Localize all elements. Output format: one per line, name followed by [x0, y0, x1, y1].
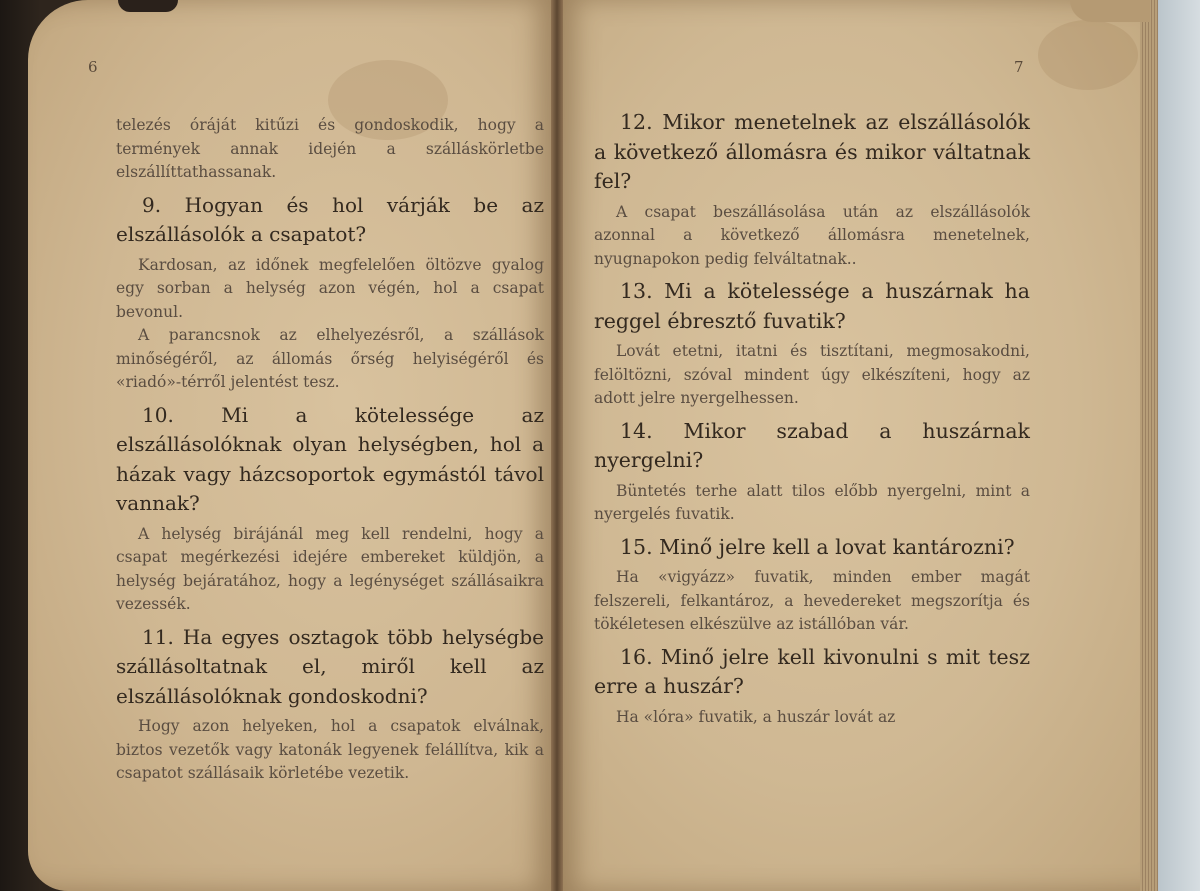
question-text: Minő jelre kell a lovat kantározni?: [659, 534, 1015, 559]
question-12: [594, 108, 1030, 197]
question-9: [116, 191, 544, 250]
answer-12: A csapat beszállásolása után az elszállásolók azonnal a következő állomásra menetelnek, nyugnapokon pedig felváltatnak..: [594, 202, 1030, 268]
answer-15: Ha «vigyázz» fuvatik, minden ember magát felszereli, felkantároz, a hevedereket megszorítja és tökéletesen elkészülve az istállóban vár.: [594, 568, 1030, 633]
question-text: Mi a kötelessége a huszárnak ha reggel ébresztő fuvatik?: [594, 279, 1030, 333]
question-text: Minő jelre kell kivonulni s mit tesz erre a huszár?: [594, 644, 1030, 698]
question-number: 14.: [620, 418, 653, 443]
answer-9b: A parancsnok az elhelyezésről, a szállások minőségéről, az állomás őrség helyiségéről és «riadó»-térről jelentést tesz.: [116, 326, 544, 391]
question-text: Mi a kötelessége az elszállásolóknak olyan helységben, hol a házak vagy házcsoportok egymástól távol vannak?: [116, 402, 544, 515]
question-number: 12.: [620, 110, 653, 134]
question-text: Mikor menetelnek az elszállásolók a következő állomásra és mikor váltatnak fel?: [594, 110, 1030, 193]
torn-corner: [1070, 0, 1150, 22]
question-number: 15.: [620, 534, 653, 559]
question-number: 13.: [620, 279, 653, 303]
question-number: 11.: [142, 624, 174, 649]
question-13: [594, 277, 1030, 336]
answer-13: Lovát etetni, itatni és tisztítani, megmosakodni, felöltözni, szóval mindent úgy elkészíteni, hogy az adott jelre nyergelhessen.: [594, 342, 1030, 407]
answer-11: Hogy azon helyeken, hol a csapatok elválnak, biztos vezetők vagy katonák legyenek felállítva, kik a csapatot szállásaik körletébe vezetik.: [116, 717, 544, 782]
stain: [1038, 20, 1138, 90]
answer-10: A helység birájánál meg kell rendelni, hogy a csapat megérkezési idejére embereket küldjön, a helység bejáratához, hogy a legénységet szállásaikra vezessék.: [116, 524, 544, 613]
question-16: [594, 643, 1030, 702]
left-text-column: [116, 114, 544, 786]
question-number: 9.: [142, 192, 162, 217]
answer-14: Büntetés terhe alatt tilos előbb nyergelni, mint a nyergelés fuvatik.: [594, 481, 1030, 523]
right-text-column: [594, 102, 1030, 729]
question-15: [594, 533, 1030, 563]
answer-16: Ha «lóra» fuvatik, a huszár lovát az: [616, 707, 896, 726]
question-text: Hogyan és hol várják be az elszállásolók a csapatot?: [116, 192, 544, 246]
question-number: 10.: [142, 402, 174, 427]
page-number-right: 7: [1014, 58, 1024, 76]
torn-corner: [118, 0, 178, 12]
book-gutter: [551, 0, 563, 891]
question-number: 16.: [620, 644, 653, 669]
page-number-left: 6: [88, 58, 98, 76]
question-11: [116, 623, 544, 712]
question-text: Ha egyes osztagok több helységbe szállásoltatnak el, miről kell az elszállásolóknak gondoskodni?: [116, 624, 544, 708]
question-14: [594, 417, 1030, 476]
continued-paragraph: telezés óráját kitűzi és gondoskodik, hogy a termények annak idején a szálláskörletbe elszállíttathassanak.: [116, 116, 544, 181]
question-10: [116, 401, 544, 519]
page-edge: [1140, 0, 1158, 891]
question-text: Mikor szabad a huszárnak nyergelni?: [594, 418, 1030, 472]
answer-9a: Kardosan, az időnek megfelelően öltözve gyalog egy sorban a helység azon végén, hol a csapat bevonul.: [116, 255, 544, 321]
